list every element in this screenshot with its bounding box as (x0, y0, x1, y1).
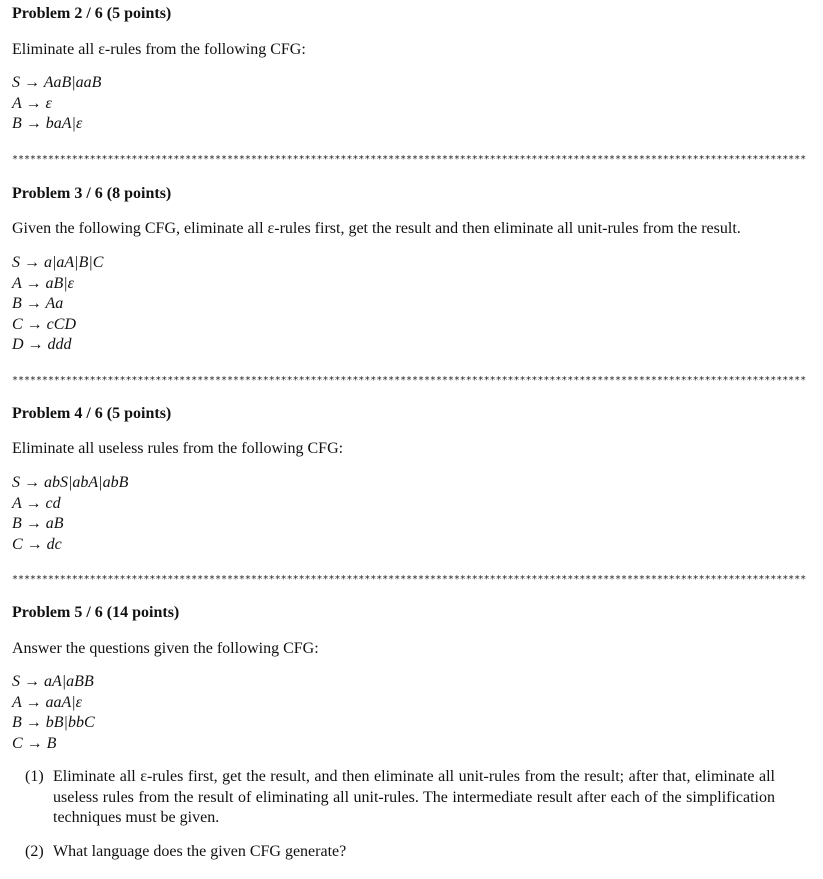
problem-3-rules (12, 253, 103, 356)
problem-5-rules (12, 672, 95, 754)
grammar-rule: A → cd (12, 494, 61, 512)
problem-3-intro: Given the following CFG, eliminate all ε-rules first, get the result and then eliminate all unit-rules from the result. (12, 220, 741, 237)
question-number: (1) (25, 768, 44, 785)
separator-line: ************************************************************************************************************************************* (12, 376, 807, 386)
question-text: Eliminate all ε-rules first, get the result, and then eliminate all unit-rules from the result; after that, eliminate all useless rules from the result of eliminating all unit-rules. The intermediate result after each of the simplification techniques must be given. (53, 768, 775, 826)
problem-5-intro: Answer the questions given the following CFG: (12, 640, 319, 657)
question-text: What language does the given CFG generate? (53, 842, 347, 860)
grammar-rule: D → ddd (12, 336, 72, 353)
problem-4-rules (12, 473, 128, 555)
grammar-rule: S → a|aA|B|C (12, 254, 104, 271)
problem-2-rules (12, 73, 101, 135)
separator-line: ************************************************************************************************************************************* (12, 155, 807, 165)
problem-4-title: Problem 4 / 6 (5 points) (12, 405, 172, 422)
grammar-rule: C → dc (12, 535, 62, 553)
question-list (25, 767, 775, 862)
grammar-rule: A → aB|ε (12, 274, 74, 292)
grammar-rule: A → ε (12, 94, 52, 112)
grammar-rule: B → baA|ε (12, 115, 83, 132)
problem-2-intro: Eliminate all ε-rules from the following CFG: (12, 41, 306, 58)
question-item (25, 767, 775, 829)
question-item (25, 842, 775, 863)
problem-4-intro: Eliminate all useless rules from the following CFG: (12, 440, 344, 457)
question-number: (2) (25, 842, 44, 860)
grammar-rule: S → AaB|aaB (12, 74, 102, 91)
grammar-rule: S → abS|abA|abB (12, 474, 129, 491)
grammar-rule: B → aB (12, 515, 64, 532)
grammar-rule: C → cCD (12, 315, 76, 333)
problem-2-title: Problem 2 / 6 (5 points) (12, 5, 172, 22)
grammar-rule: B → bB|bbC (12, 714, 95, 731)
separator-line: ************************************************************************************************************************************* (12, 575, 807, 585)
grammar-rule: C → B (12, 734, 57, 752)
grammar-rule: S → aA|aBB (12, 673, 94, 690)
grammar-rule: B → Aa (12, 295, 64, 312)
problem-3-title: Problem 3 / 6 (8 points) (12, 185, 172, 202)
problem-5-title: Problem 5 / 6 (14 points) (12, 604, 180, 621)
grammar-rule: A → aaA|ε (12, 693, 82, 711)
